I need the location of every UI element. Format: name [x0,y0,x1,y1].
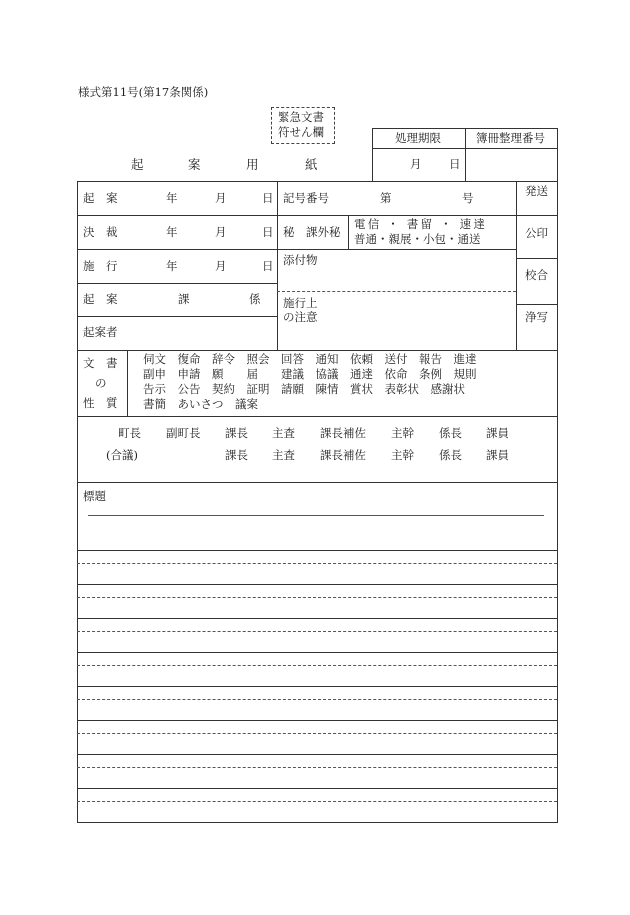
enforcement-date-year: 年 [166,259,178,273]
delivery-method-line2: 普通・親展・小包・通送 [354,232,481,246]
draft-date-day: 日 [262,191,274,205]
approver-mayor: 町長 [118,426,141,440]
enforcement-date-month: 月 [215,259,227,273]
record-number-label: 記号番号 [283,191,329,205]
consult-chief-inspector: 主査 [272,448,295,462]
side-label-dispatch: 発送 [525,184,548,198]
form-title-char-2: 案 [188,157,201,172]
enforcement-date-label: 施 行 [83,259,118,273]
register-number-label: 簿冊整理番号 [476,131,545,145]
consult-chief-executive: 主幹 [391,448,414,462]
doc-nature-label-1: 文 書 [83,356,118,370]
draft-date-label: 起 案 [83,191,118,205]
approver-assistant-chief: 課長補佐 [320,426,366,440]
doc-nature-line-2: 副申 申請 願 届 建議 協議 通達 依命 条例 規則 [143,367,477,381]
approval-date-month: 月 [215,225,227,239]
attachment-label: 添付物 [283,253,318,267]
approver-staff: 課員 [486,426,509,440]
urgent-box-line2: 符せん欄 [278,125,324,139]
form-title-char-3: 用 [246,157,259,172]
draft-date-year: 年 [166,191,178,205]
deadline-label: 処理期限 [395,131,441,145]
urgent-box-line1: 緊急文書 [278,110,324,124]
form-number: 様式第11号(第17条関係) [78,85,209,99]
draft-date-month: 月 [215,191,227,205]
approver-chief-inspector: 主査 [272,426,295,440]
drafting-section-ka: 課 [178,292,190,306]
record-number-go: 号 [462,191,474,205]
deadline-value: 月 日 [410,157,469,171]
notes-label-line1: 施行上 [283,296,318,310]
drafter-label: 起案者 [83,325,118,339]
doc-nature-line-4: 書簡 あいさつ 議案 [143,397,258,411]
subject-underline [88,515,544,516]
drafting-section-kakari: 係 [249,292,261,306]
doc-nature-label-2: の [95,376,107,390]
doc-nature-line-3: 告示 公告 契約 証明 請願 陳情 賞状 表彰状 感謝状 [143,382,465,396]
approver-chief-executive: 主幹 [391,426,414,440]
doc-nature-line-1: 伺文 復命 辞令 照会 回答 通知 依頼 送付 報告 進達 [143,352,477,366]
form-title-char-4: 紙 [305,157,318,172]
side-label-official-seal: 公印 [525,226,548,240]
record-number-dai: 第 [380,191,392,205]
doc-nature-label-3: 性 質 [83,396,118,410]
side-label-collation: 校合 [525,268,548,282]
approval-date-day: 日 [262,225,274,239]
side-label-clean-copy: 浄写 [525,310,548,324]
subject-label: 標題 [83,489,106,503]
consult-section-chief: 課長 [225,448,248,462]
approval-date-label: 決 裁 [83,225,118,239]
approver-section-chief: 課長 [225,426,248,440]
consult-subsection-chief: 係長 [439,448,462,462]
drafting-section-label: 起 案 [83,292,118,306]
consult-staff: 課員 [486,448,509,462]
approval-date-year: 年 [166,225,178,239]
draft-form-table [77,181,558,823]
delivery-method-line1: 電信 ・ 書留 ・ 速達 [354,217,488,231]
approver-deputy-mayor: 副町長 [166,426,201,440]
consult-assistant-chief: 課長補佐 [320,448,366,462]
approver-subsection-chief: 係長 [439,426,462,440]
consultation-label: (合議) [106,448,138,462]
secrecy-label: 秘 課外秘 [283,225,341,239]
notes-label-line2: の注意 [283,310,318,324]
enforcement-date-day: 日 [262,259,274,273]
form-title-char-1: 起 [131,157,144,172]
